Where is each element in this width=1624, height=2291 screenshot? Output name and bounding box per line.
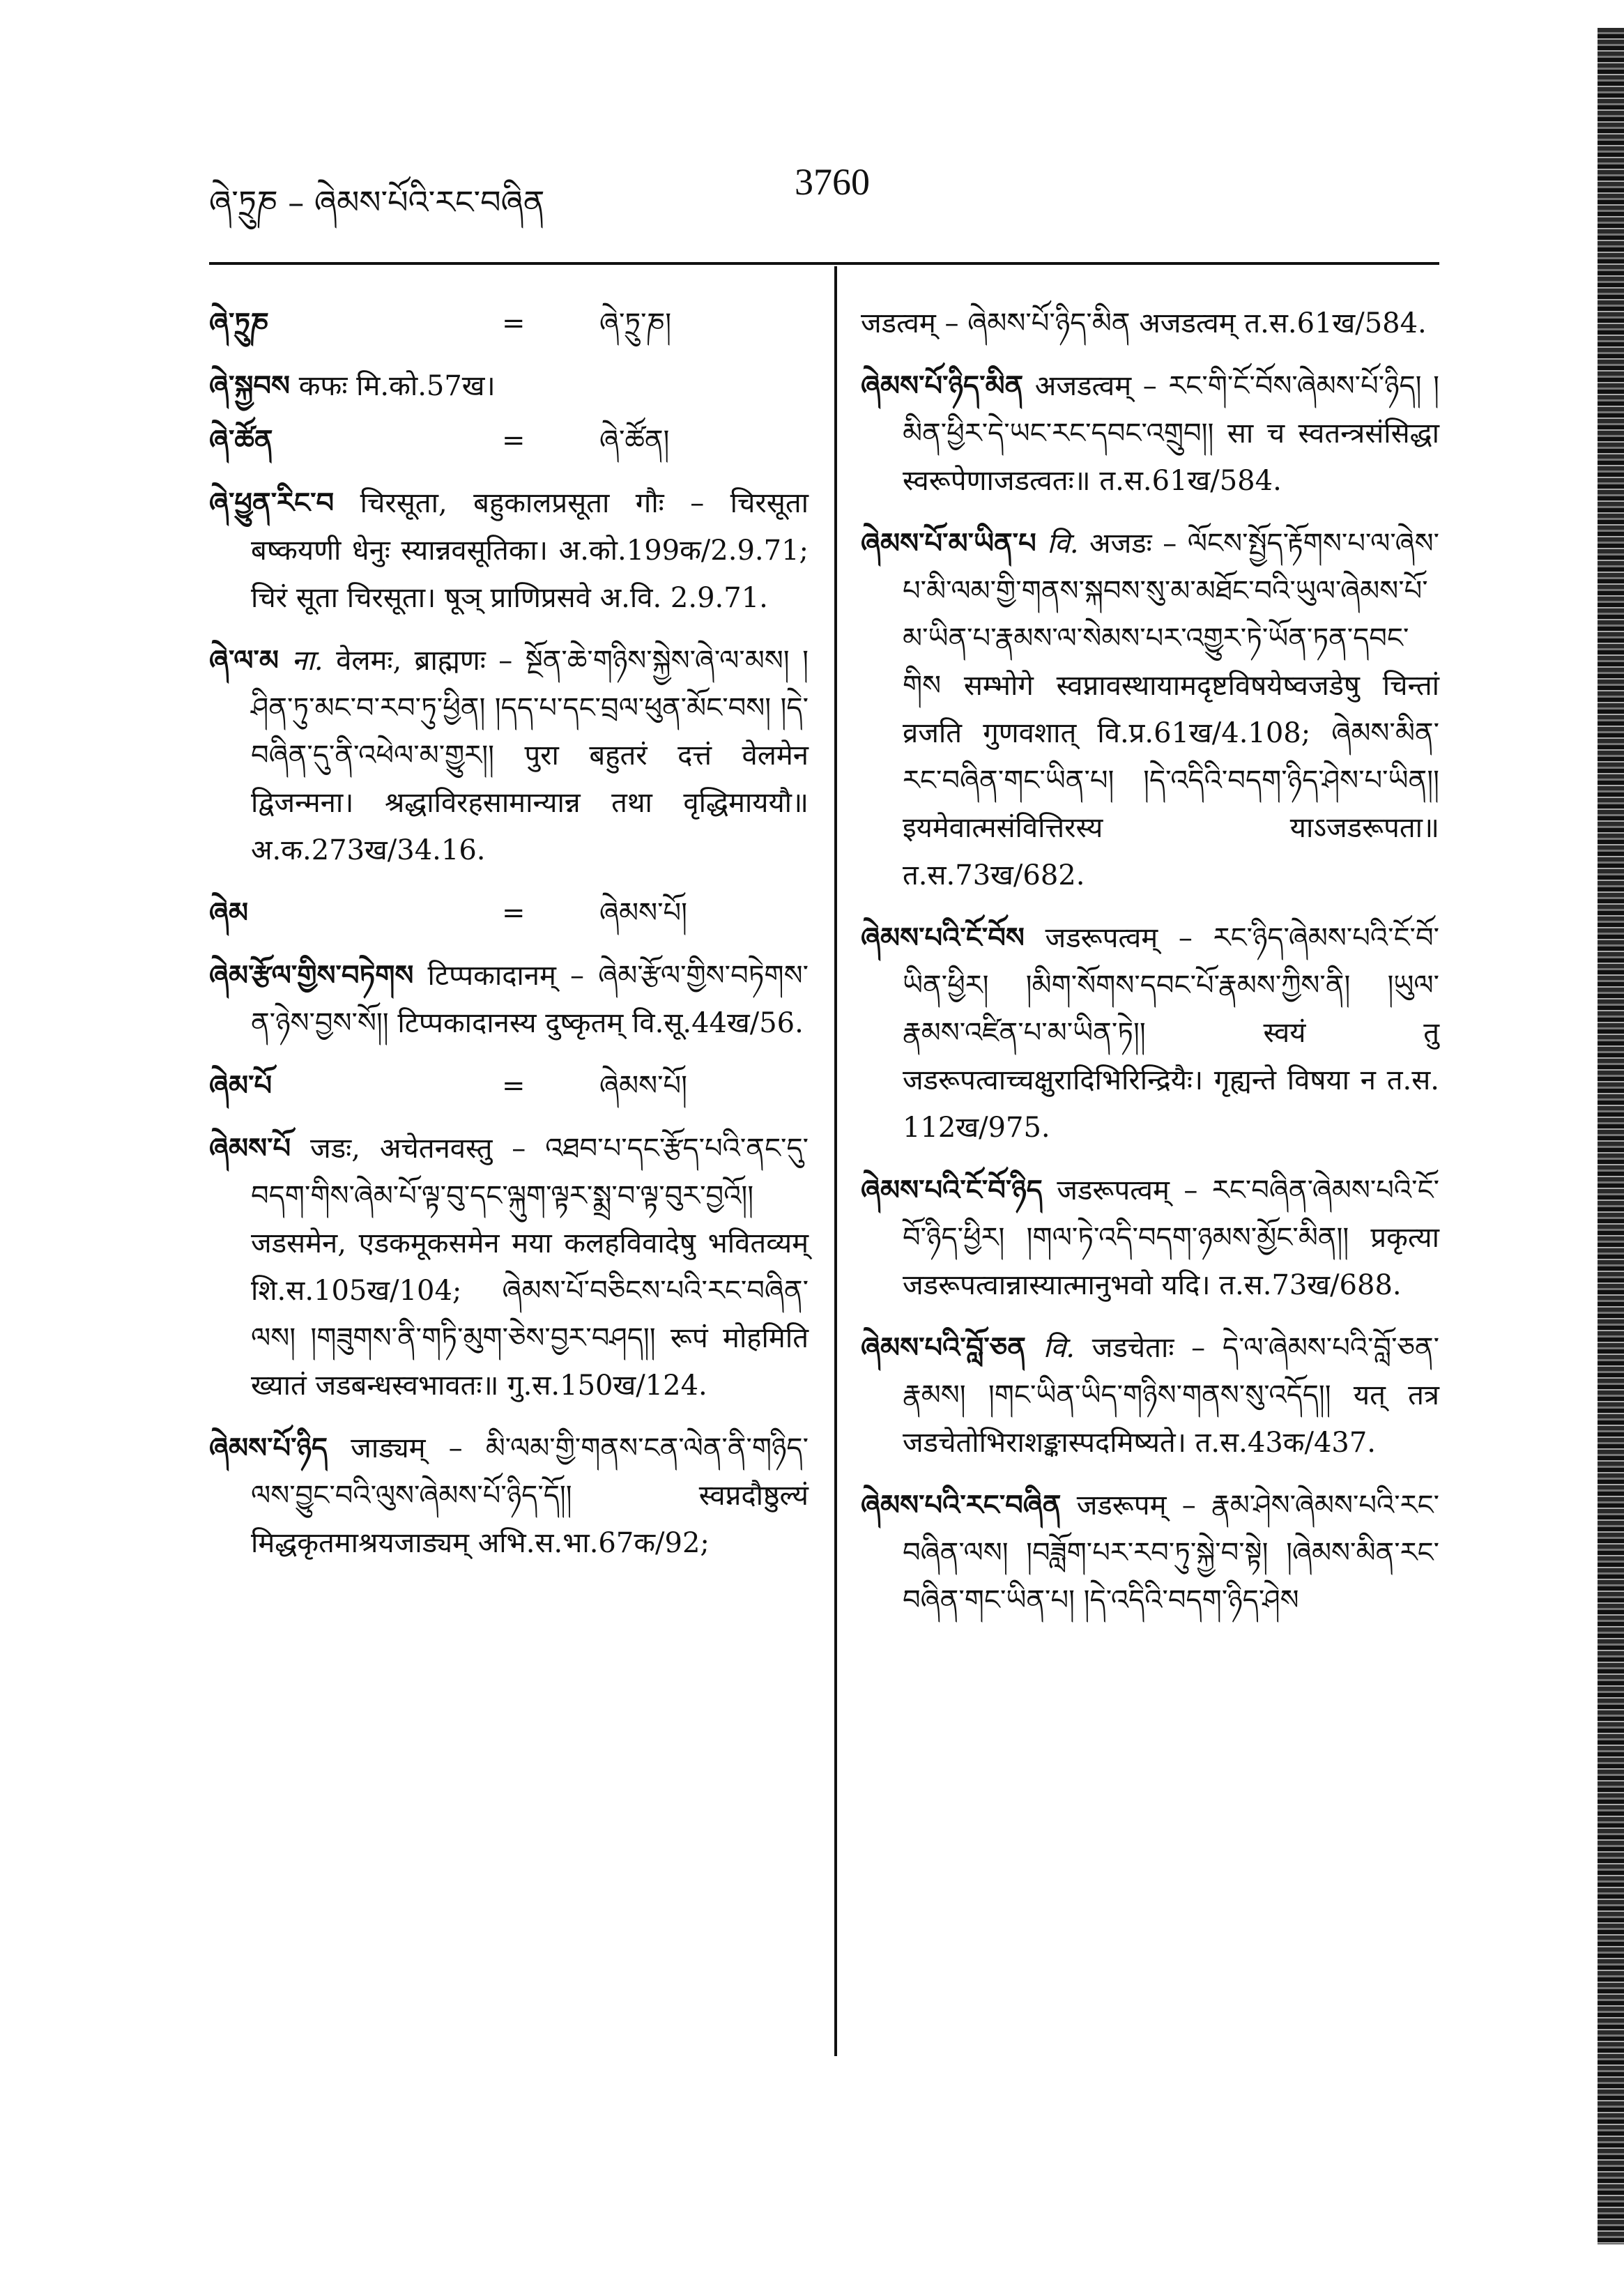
cross-reference: ཞེམས་པོ། [599, 1070, 687, 1102]
dictionary-entry [861, 1324, 1439, 1466]
right-column [861, 300, 1439, 1639]
headword: ཞེམས་པོ་ཉིད [209, 1432, 328, 1464]
dictionary-entry [209, 362, 809, 410]
cross-reference: ཞེམས་པོ། [599, 897, 687, 929]
headword: ཞེ་ལ་མ [209, 644, 279, 677]
headword: ཞེམས་པའི་བློ་ཅན [861, 1331, 1026, 1364]
grammar-label: वि. [1025, 1332, 1075, 1364]
headword: ཞེམས་པོ་ཉིད་མིན [861, 369, 1024, 402]
headword: ཞེམས་པའི་རང་བཞིན [861, 1489, 1062, 1522]
dictionary-entry [209, 889, 809, 937]
headword: ཞེམ་རྩོལ་གྱིས་བཏེགས [209, 959, 414, 992]
dictionary-entry [209, 952, 809, 1047]
equals-sign: = [502, 1070, 526, 1102]
headword: ཞེམས་པའི་ངོ་བོ་ཉིད [861, 1174, 1043, 1206]
definition: जडः, अचेतनवस्तु – འཐབ་པ་དང་རྩོད་པའི་ནང་དུ་བདག་གིས་ཞེམ་པོ་ལྟ་བུ་དང་ལྐུག་ལྟར་སྨྲ་བ་ལྟ་བུར་བྱའོ།། जडसमेन, एडकमूकसमेन मया कलहविवादेषु भवितव्यम् शि.स.105ख/104; ཞེམས་པོ་བཅིངས་པའི་རང་བཞིན་ལས། །གཟུགས་ནི་གཏི་མུག་ཅེས་བྱར་བཤད།། रूपं मोहमिति ख्यातं जडबन्धस्वभावतः॥ गु.स.150ख/124. [251, 1133, 809, 1402]
definition: अजडत्वम् – རང་གི་ངོ་བོས་ཞེམས་པོ་ཉིད། །མིན་ཕྱིར་དེ་ཡང་རང་དབང་འགྲུབ།། सा च स्वतन्त्रसंसिद्धा स्वरूपेणाजडत्वतः॥ त.स.61ख/584. [903, 370, 1439, 497]
headword: ཞེ་ཚོན [209, 424, 273, 457]
headword: ཞེམས་པའི་ངོ་བོས [861, 921, 1025, 954]
dictionary-entry [209, 1062, 809, 1110]
headword: ཞེ་ཕྱུན་རིང་བ [209, 486, 335, 519]
dictionary-entry [209, 637, 809, 874]
definition: टिप्पकादानम् – ཞེམ་རྩོལ་གྱིས་བཏེགས་ན་ཉེས་བྱས་སོ།། टिप्पकादानस्य दुष्कृतम् वि.सू.44ख/56. [251, 960, 809, 1039]
grammar-label: वि. [1036, 528, 1079, 560]
equals-sign: = [502, 424, 526, 457]
definition: वेलमः, ब्राह्मणः – སྔོན་ཆེ་གཉིས་སྐྱེས་ཞེ་ལ་མས། །ཤིན་ཏུ་མང་བ་རབ་ཏུ་ཕྱིན། །དད་པ་དང་བྲལ་ཕུན་མོང་བས། །དེ་བཞིན་དུ་ནི་འཕེལ་མ་གྱུར།། पुरा बहुतरं दत्तं वेलमेन द्विजन्मना। श्रद्धाविरहसामान्यान्न तथा वृद्धिमाययौ॥ अ.क.273ख/34.16. [251, 645, 809, 866]
left-column [209, 300, 809, 1582]
grammar-label: ना. [278, 645, 323, 677]
dictionary-entry [209, 1125, 809, 1409]
equals-sign: = [502, 307, 526, 339]
page-number: 3760 [795, 161, 870, 203]
cross-reference: ཞེ་ཚོན། [599, 424, 670, 457]
page-header [209, 160, 1436, 221]
definition: जाड्यम् – མི་ལམ་གྱི་གནས་ངན་ལེན་ནི་གཉིད་ལས་བྱུང་བའི་ལུས་ཞེམས་པོ་ཉིད་དོ།། स्वप्नदौष्ठुल्यं मिद्धकृतमाश्रयजाड्यम् अभि.स.भा.67क/92; [251, 1432, 809, 1559]
dictionary-entry [861, 914, 1439, 1151]
dictionary-entry [209, 480, 809, 622]
headword: ཞེ་སྐྱབས [209, 369, 291, 402]
definition: जडरूपत्वम् – རང་ཉིད་ཞེམས་པའི་ངོ་བོ་ཡིན་ཕྱིར། །མིག་སོགས་དབང་པོ་རྣམས་ཀྱིས་ནི། །ཡུལ་རྣམས་འཛིན་པ་མ་ཡིན་ཏེ།། स्वयं तु जडरूपत्वाच्चक्षुरादिभिरिन्द्रियैः। गृह्यन्ते विषया न त.स. 112ख/975. [903, 922, 1439, 1144]
scan-edge-shadow [1598, 28, 1624, 2244]
dictionary-entry [861, 1167, 1439, 1309]
headword: ཞེམས་པོ [209, 1132, 291, 1165]
definition: जडचेताः – དེ་ལ་ཞེམས་པའི་བློ་ཅན་རྣམས། །གང་ཡིན་ཡིད་གཉིས་གནས་སུ་འདོད།། यत् तत्र जडचेतोभिराशङ्कास्पदमिष्यते। त.स.43क/437. [903, 1332, 1439, 1459]
column-divider [834, 266, 837, 2056]
dictionary-entry [209, 1425, 809, 1567]
definition: जडरूपत्वम् – རང་བཞིན་ཞེམས་པའི་ངོ་བོ་ཉིད་ཕྱིར། །གལ་ཏེ་འདི་བདག་ཉམས་མྱོང་མིན།། प्रकृत्या जडरूपत्वान्नास्यात्मानुभवो यदि। त.स.73ख/688. [903, 1174, 1439, 1301]
dictionary-entry [209, 300, 809, 347]
header-rule [209, 262, 1439, 265]
definition: जडत्वम् – ཞེམས་པོ་ཉིད་མིན अजडत्वम् त.स.61ख/584. [861, 307, 1427, 339]
dictionary-entry [861, 520, 1439, 899]
dictionary-entry [861, 1482, 1439, 1624]
headword: ཞེམ [209, 896, 249, 929]
definition: जडरूपम् – རྣམ་ཤེས་ཞེམས་པའི་རང་བཞིན་ལས། །བཟློག་པར་རབ་ཏུ་སྐྱེ་བ་སྟེ། །ཞེམས་མིན་རང་བཞིན་གང་ཡིན་པ། །དེ་འདིའི་བདག་ཉིད་ཤེས [903, 1489, 1439, 1616]
dictionary-entry [861, 362, 1439, 505]
cross-reference: ཞེ་ཏྲུ་ཎ། [599, 307, 672, 339]
running-head: ཞེ་ཏྲུཎ – ཞེམས་པོའི་རང་བཞིན [209, 183, 545, 221]
headword: ཞེ་ཏྲུཎ [209, 307, 269, 339]
dictionary-entry-continued [861, 300, 1439, 347]
equals-sign: = [502, 897, 526, 929]
definition: कफः मि.को.57ख। [290, 370, 496, 402]
definition: चिरसूता, बहुकालप्रसूता गौः – चिरसूता बष्कयणी धेनुः स्यान्नवसूतिका। अ.को.199क/2.9.71; चिरं सूता चिरसूता। षूञ् प्राणिप्रसवे अ.वि. 2.9.71. [251, 487, 809, 614]
headword: ཞེམ་པོ [209, 1069, 273, 1102]
definition: अजडः – ལོངས་སྤྱོད་རྟོགས་པ་ལ་ཞེས་པ་མི་ལམ་གྱི་གནས་སྐབས་སུ་མ་མཐོང་བའི་ཡུལ་ཞེམས་པོ་མ་ཡིན་པ་རྣམས་ལ་སེམས་པར་འགྱུར་ཏེ་ཡོན་ཏན་དབང་གིས सम्भोगे स्वप्नावस्थायामदृष्टविषयेष्वजडेषु चिन्तां व्रजति गुणवशात् वि.प्र.61ख/4.108; ཞེམས་མིན་རང་བཞིན་གང་ཡིན་པ། །དེ་འདིའི་བདག་ཉིད་ཤེས་པ་ཡིན།། इयमेवात्मसंवित्तिरस्य याऽजडरूपता॥ त.स.73ख/682. [903, 528, 1439, 891]
headword: ཞེམས་པོ་མ་ཡིན་པ [861, 527, 1036, 560]
dictionary-entry [209, 417, 809, 464]
